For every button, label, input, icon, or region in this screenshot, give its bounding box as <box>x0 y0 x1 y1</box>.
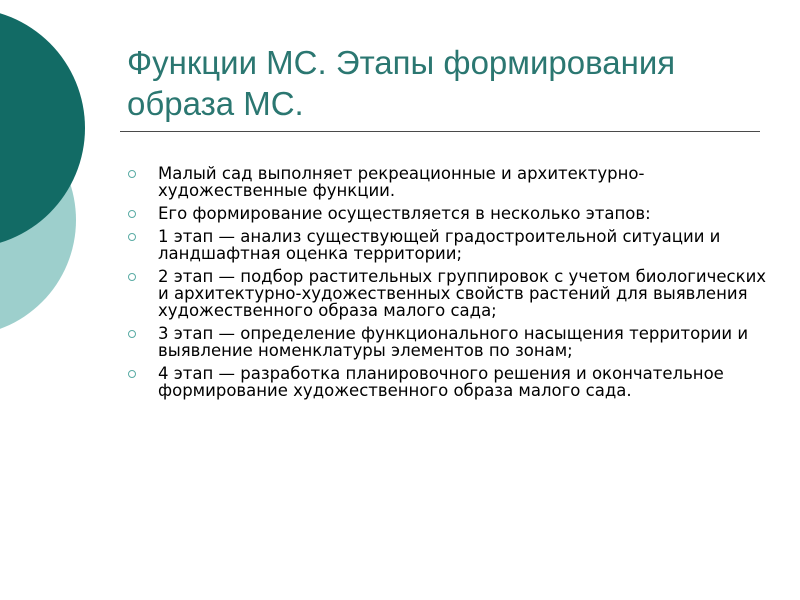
bullet-item <box>128 325 768 359</box>
hollow-circle-bullet-icon <box>128 330 136 338</box>
slide-title: Функции МС. Этапы формирования образа МС. <box>127 44 676 122</box>
title-divider <box>120 131 760 132</box>
bullet-item <box>128 165 768 199</box>
bullet-text: Его формирование осуществляется в несколько этапов: <box>158 204 651 223</box>
bullet-item <box>128 365 768 399</box>
bullet-item <box>128 228 768 262</box>
hollow-circle-bullet-icon <box>128 370 136 378</box>
bullet-item <box>128 205 768 222</box>
bullet-text: Малый сад выполняет рекреационные и архитектурно-художественные функции. <box>158 164 645 200</box>
bullet-item <box>128 268 768 319</box>
bullet-text: 3 этап — определение функционального насыщения территории и выявление номенклатуры элементов по зонам; <box>158 324 749 360</box>
bullet-text: 2 этап — подбор растительных группировок с учетом биологических и архитектурно-художественных свойств растений для выявления художественного образа малого сада; <box>158 267 767 320</box>
bullet-list <box>128 165 768 405</box>
hollow-circle-bullet-icon <box>128 210 136 218</box>
bullet-text: 1 этап — анализ существующей градостроительной ситуации и ландшафтная оценка территории; <box>158 227 721 263</box>
hollow-circle-bullet-icon <box>128 233 136 241</box>
hollow-circle-bullet-icon <box>128 170 136 178</box>
hollow-circle-bullet-icon <box>128 273 136 281</box>
bullet-text: 4 этап — разработка планировочного решения и окончательное формирование художественного образа малого сада. <box>158 364 724 400</box>
